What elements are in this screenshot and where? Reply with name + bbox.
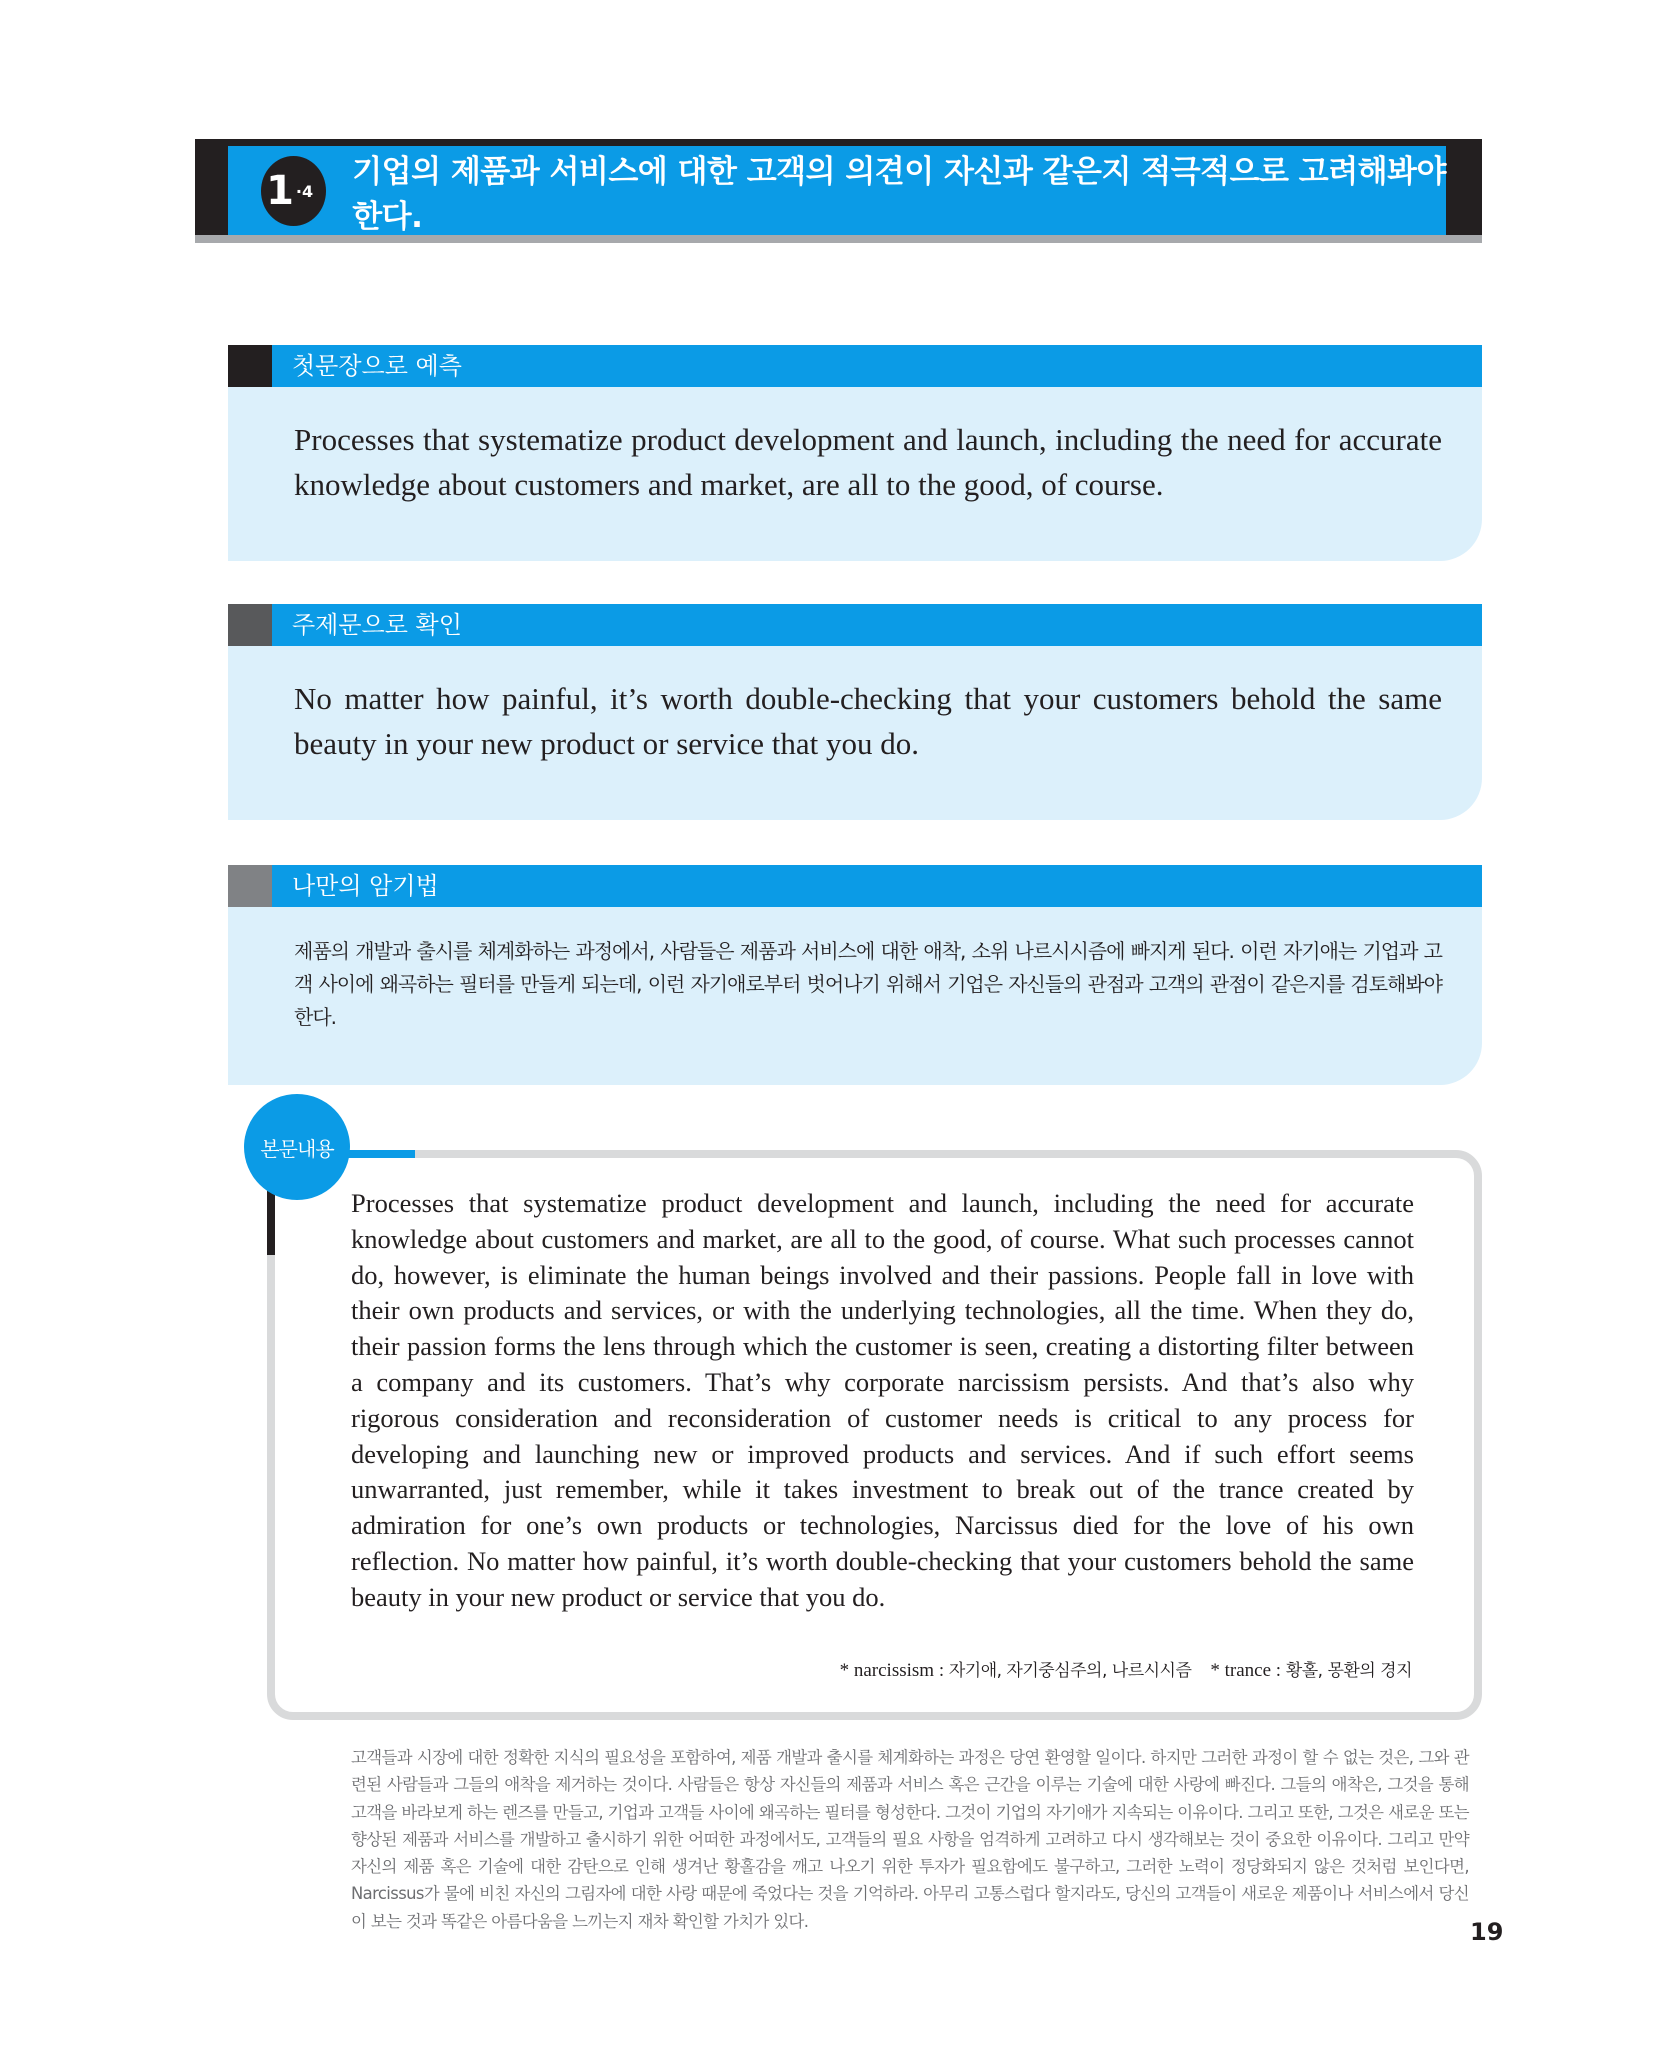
footnote-term: * trance :: [1210, 1660, 1286, 1681]
section-header: [228, 865, 1482, 907]
section-memory-tip: [228, 865, 1482, 1085]
footnote-term: * narcissism :: [839, 1660, 949, 1681]
section-number-sub: ·4: [295, 182, 314, 201]
section-label: 나만의 암기법: [272, 865, 1482, 907]
section-number-main: 1: [266, 167, 294, 214]
passage-badge-line: [345, 1150, 415, 1158]
footnote-definition: 황홀, 몽환의 경지: [1285, 1661, 1412, 1681]
section-number-badge: [261, 156, 326, 226]
section-label: 주제문으로 확인: [272, 604, 1482, 646]
section-tab: [228, 345, 272, 387]
section-tab: [228, 865, 272, 907]
section-text: No matter how painful, it’s worth double-checking that your customers behold the same beauty in your new product or service that you do.: [294, 681, 1442, 761]
section-header: [228, 345, 1482, 387]
page-title: 기업의 제품과 서비스에 대한 고객의 의견이 자신과 같은지 적극적으로 고려해봐야 한다.: [352, 153, 1446, 235]
section-body: [228, 907, 1482, 1085]
passage-accent: [267, 1190, 275, 1255]
passage-text: Processes that systematize product development and launch, including the need for accurate knowledge about customers and market, are all to the good, of course. What such processes cannot do, however, is eliminate the human beings involved and their passions. People fall in love with their own products and services, or with the underlying technologies, all the time. When they do, their passion forms the lens through which the customer is seen, creating a distorting filter between a company and its customers. That’s why corporate narcissism persists. And that’s also why rigorous consideration and reconsideration of customer needs is critical to any process for developing and launching new or improved products and services. And if such effort seems unwarranted, just remember, while it takes investment to break out of the trance created by admiration for one’s own products or technologies, Narcissus died for the love of his own reflection. No matter how painful, it’s worth double-checking that your customers behold the same beauty in your new product or service that you do.: [351, 1188, 1414, 1612]
page-number: 19: [1470, 1918, 1504, 1946]
section-text: 제품의 개발과 출시를 체계화하는 과정에서, 사람들은 제품과 서비스에 대한 애착, 소위 나르시시즘에 빠지게 된다. 이런 자기애는 기업과 고객 사이에 왜곡하는 필터를 만들게 되는데, 이런 자기애로부터 벗어나기 위해서 기업은 자신들의 관점과 고객의 관점이 같은지를 검토해봐야 한다.: [294, 939, 1442, 1029]
footnotes: [840, 1656, 1412, 1682]
header-underline: [195, 235, 1482, 243]
section-body: [228, 646, 1482, 820]
header-banner: [228, 146, 1446, 235]
section-text: Processes that systematize product development and launch, including the need for accurate knowledge about customers and market, are all to the good, of course.: [294, 422, 1442, 502]
section-label: 첫문장으로 예측: [272, 345, 1482, 387]
section-first-sentence: [228, 345, 1482, 561]
footnote-definition: 자기애, 자기중심주의, 나르시시즘: [948, 1661, 1192, 1681]
section-tab: [228, 604, 272, 646]
translation-text: 고객들과 시장에 대한 정확한 지식의 필요성을 포함하여, 제품 개발과 출시를 체계화하는 과정은 당연 환영할 일이다. 하지만 그러한 과정이 할 수 없는 것은, 그와 관련된 사람들과 그들의 애착을 제거하는 것이다. 사람들은 항상 자신들의 제품과 서비스 혹은 근간을 이루는 기술에 대한 사랑에 빠진다. 그들의 애착은, 그것을 통해 고객을 바라보게 하는 렌즈를 만들고, 기업과 고객들 사이에 왜곡하는 필터를 형성한다. 그것이 기업의 자기애가 지속되는 이유이다. 그리고 또한, 그것은 새로운 또는 향상된 제품과 서비스를 개발하고 출시하기 위한 어떠한 과정에서도, 고객들의 필요 사항을 엄격하게 고려하고 다시 생각해보는 것이 중요한 이유이다. 그리고 만약 자신의 제품 혹은 기술에 대한 감탄으로 인해 생겨난 황홀감을 깨고 나오기 위한 투자가 필요함에도 불구하고, 그러한 노력이 정당화되지 않은 것처럼 보인다면, Narcissus가 물에 비친 자신의 그림자에 대한 사랑 때문에 죽었다는 것을 기억하라. 아무리 고통스럽다 할지라도, 당신의 고객들이 새로운 제품이나 서비스에서 당신이 보는 것과 똑같은 아름다움을 느끼는지 재차 확인할 가치가 있다.: [351, 1748, 1469, 1931]
section-body: [228, 387, 1482, 561]
section-header: [228, 604, 1482, 646]
section-topic-sentence: [228, 604, 1482, 820]
passage-badge: 본문내용: [244, 1094, 350, 1200]
